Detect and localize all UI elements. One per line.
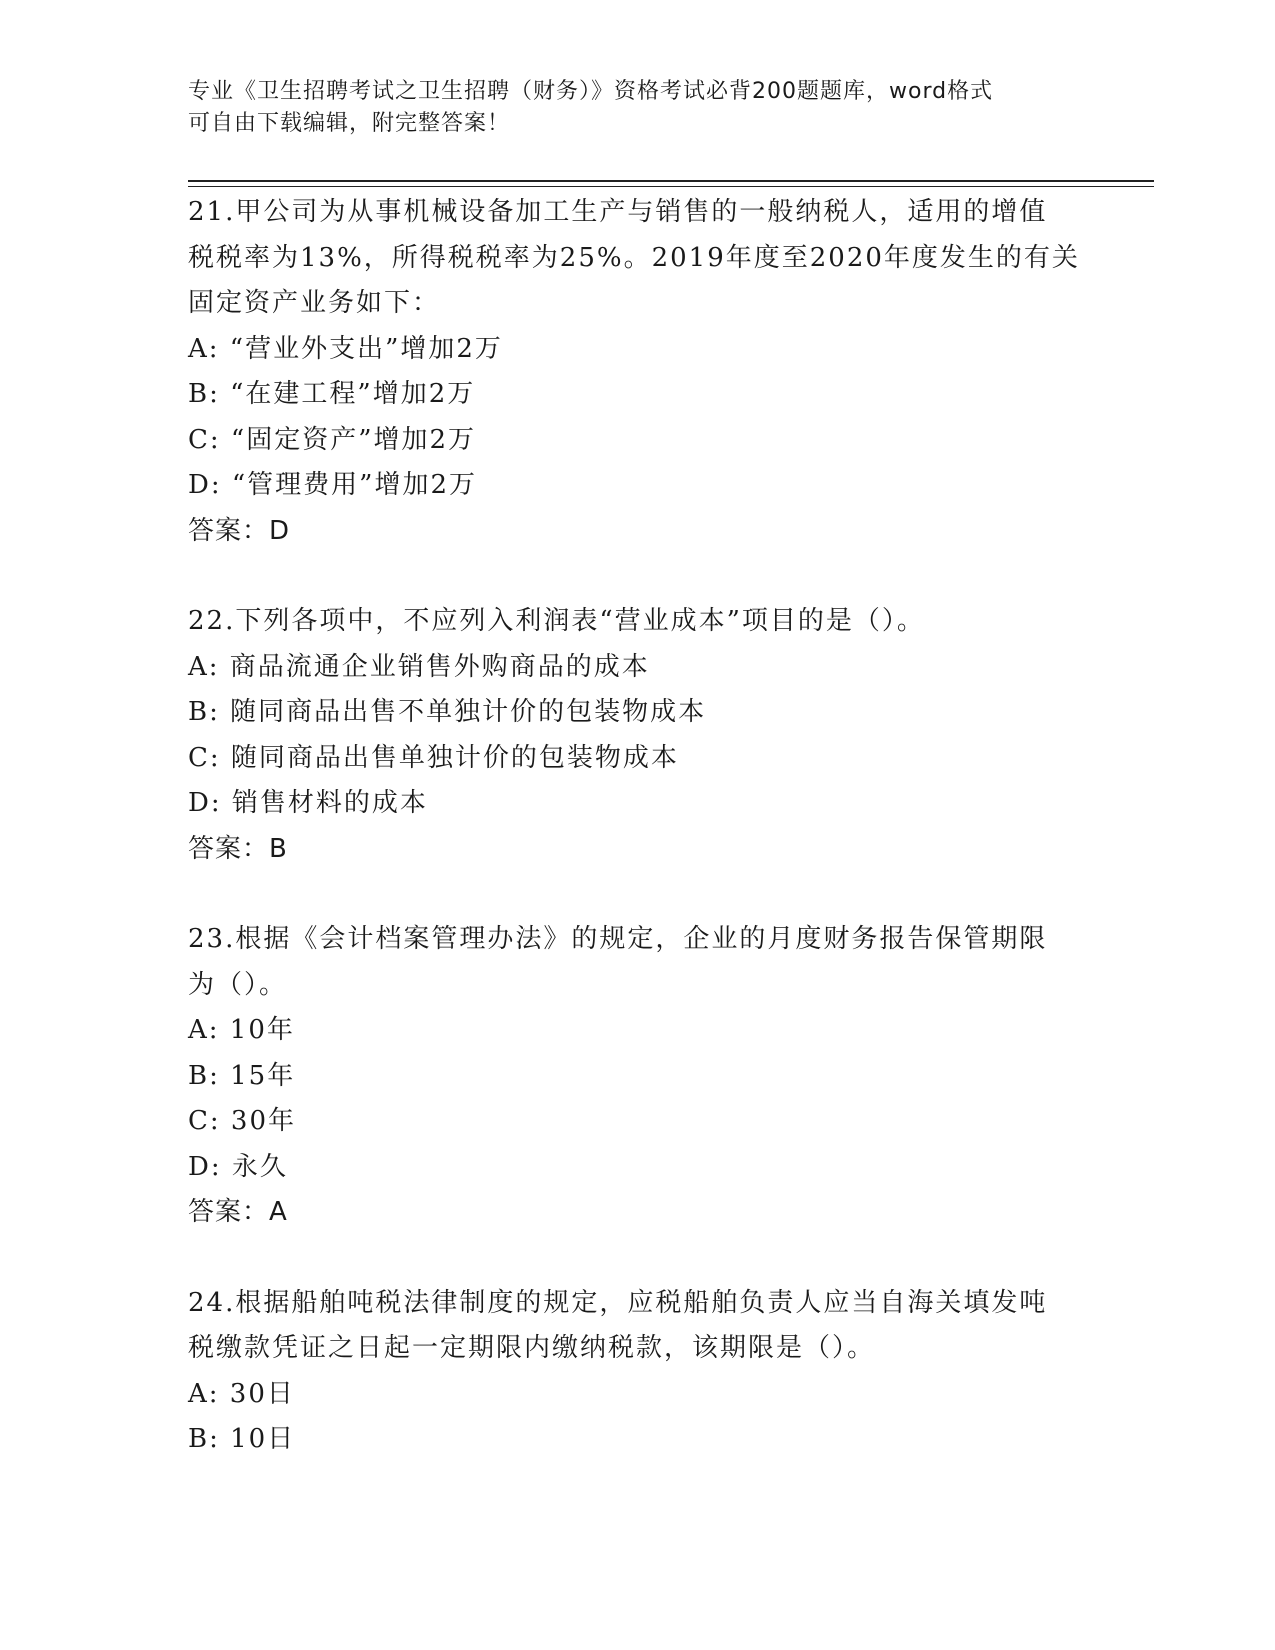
header-line: 可自由下载编辑，附完整答案！ [188,111,511,136]
option-a: A: 商品流通企业销售外购商品的成本 [188,651,650,682]
header-line: 专业《卫生招聘考试之卫生招聘（财务）》资格考试必背200题题库，word格式 [188,79,994,104]
question-line: 24.根据船舶吨税法律制度的规定，应税船舶负责人应当自海关填发吨 [188,1287,1048,1318]
option-b: B: 随同商品出售不单独计价的包装物成本 [188,697,707,727]
question-text [188,917,1088,1008]
answer: 答案：B [188,833,288,864]
option-d: D: 销售材料的成本 [188,788,428,818]
option-d: D: 永久 [188,1151,288,1182]
header-divider [188,180,1154,182]
question-line: 22.下列各项中，不应列入利润表“营业成本”项目的是（）。 [188,606,925,636]
answer: 答案：D [188,515,291,546]
question-24 [188,1281,1088,1463]
question-line: 21.甲公司为从事机械设备加工生产与销售的一般纳税人，适用的增值 [188,197,1048,227]
option-d: D: “管理费用”增加2万 [188,470,477,500]
question-text [188,1281,1088,1372]
option-a: A: “营业外支出”增加2万 [188,333,503,364]
question-text [188,190,1088,327]
option-b: B: “在建工程”增加2万 [188,379,476,409]
question-21 [188,190,1088,554]
option-b: B: 10日 [188,1424,296,1454]
option-c: C: 随同商品出售单独计价的包装物成本 [188,742,679,773]
question-list [188,190,1088,1508]
option-a: A: 10年 [188,1015,295,1045]
option-c: C: “固定资产”增加2万 [188,424,477,455]
header-divider-thin [188,186,1154,187]
option-c: C: 30年 [188,1106,297,1136]
question-line: 税缴款凭证之日起一定期限内缴纳税款，该期限是（）。 [188,1333,876,1363]
option-a: A: 30日 [188,1378,295,1409]
question-text [188,599,1088,645]
document-header [188,76,1088,140]
question-22 [188,599,1088,872]
question-line: 23.根据《会计档案管理办法》的规定，企业的月度财务报告保管期限 [188,924,1048,954]
question-line: 为（）。 [188,969,288,1000]
answer: 答案：A [188,1197,288,1227]
question-line: 税税率为13%，所得税税率为25%。2019年度至2020年度发生的有关 [188,242,1080,273]
question-line: 固定资产业务如下： [188,288,441,318]
option-b: B: 15年 [188,1060,296,1091]
question-23 [188,917,1088,1236]
